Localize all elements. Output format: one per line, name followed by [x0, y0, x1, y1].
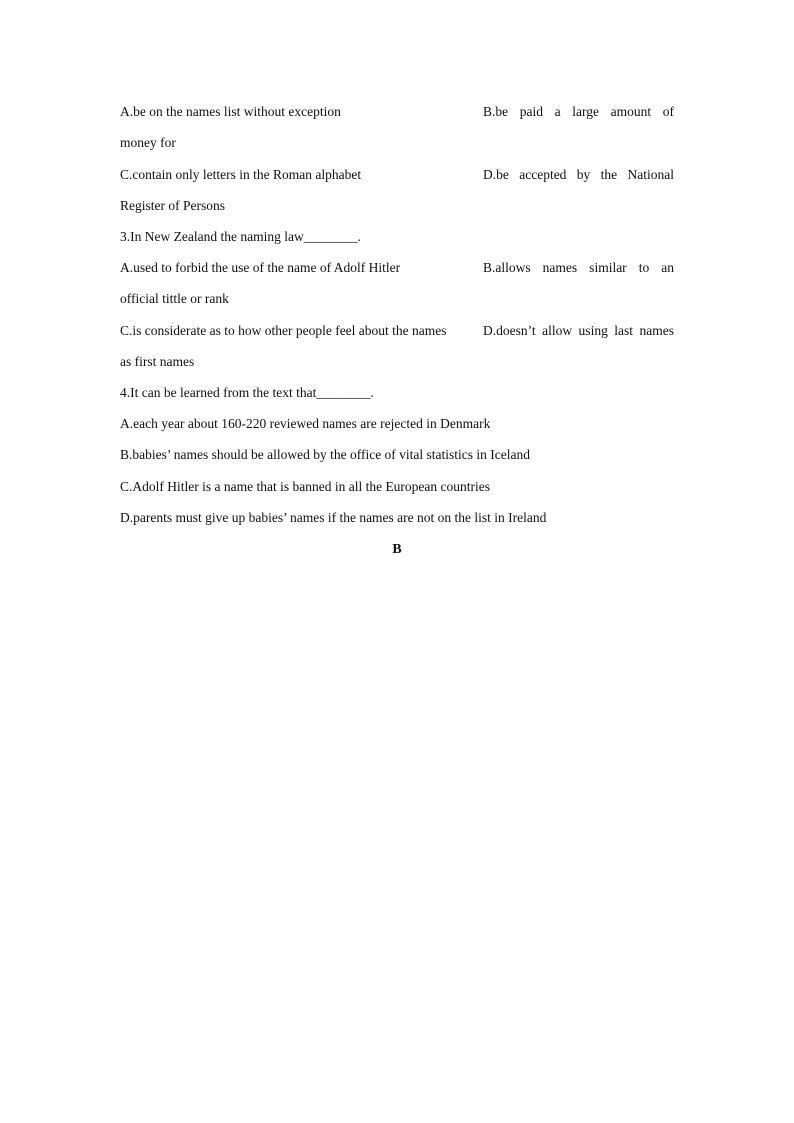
q2-option-d-continuation: [120, 196, 674, 216]
section-heading: B: [392, 542, 402, 557]
q2-option-d-cont: Register of Persons: [120, 198, 225, 213]
q3-option-d-cont: as first names: [120, 354, 195, 369]
q4-option-a-row: [120, 414, 674, 434]
q2-option-b-cont: money for: [120, 135, 176, 150]
q4-option-d-row: [120, 508, 674, 528]
q4-option-b-row: [120, 445, 674, 465]
q2-option-b: B.be paid a large amount of: [483, 104, 674, 119]
q2-option-b-continuation: [120, 133, 674, 153]
q3-option-d-continuation: [120, 352, 674, 372]
q4-option-d: D.parents must give up babies’ names if the names are not on the list in Ireland: [120, 510, 547, 525]
q3-options-row-ab: [120, 258, 674, 278]
q2-option-c: C.contain only letters in the Roman alphabet: [120, 167, 362, 182]
q2-option-d: D.be accepted by the National: [483, 167, 674, 182]
q4-option-c-row: [120, 477, 674, 497]
q3-option-d: D.doesn’t allow using last names: [483, 323, 674, 338]
q3-option-a: A.used to forbid the use of the name of Adolf Hitler: [120, 260, 401, 275]
q4-option-a: A.each year about 160-220 reviewed names are rejected in Denmark: [120, 416, 491, 431]
q2-options-row-ab: [120, 102, 674, 122]
q3-option-c: C.is considerate as to how other people feel about the names: [120, 323, 447, 338]
q4-option-c: C.Adolf Hitler is a name that is banned in all the European countries: [120, 479, 491, 494]
q4-stem-text: 4.It can be learned from the text that________.: [120, 385, 374, 400]
q3-option-b-cont: official tittle or rank: [120, 291, 229, 306]
q4-stem: [120, 383, 674, 403]
q3-stem: [120, 227, 674, 247]
q4-option-b: B.babies’ names should be allowed by the office of vital statistics in Iceland: [120, 447, 531, 462]
q2-option-a: A.be on the names list without exception: [120, 104, 341, 119]
q3-option-b-continuation: [120, 289, 674, 309]
q3-stem-text: 3.In New Zealand the naming law________.: [120, 229, 362, 244]
q2-options-row-cd: [120, 165, 674, 185]
q3-options-row-cd: [120, 321, 674, 341]
q3-option-b: B.allows names similar to an: [483, 260, 674, 275]
